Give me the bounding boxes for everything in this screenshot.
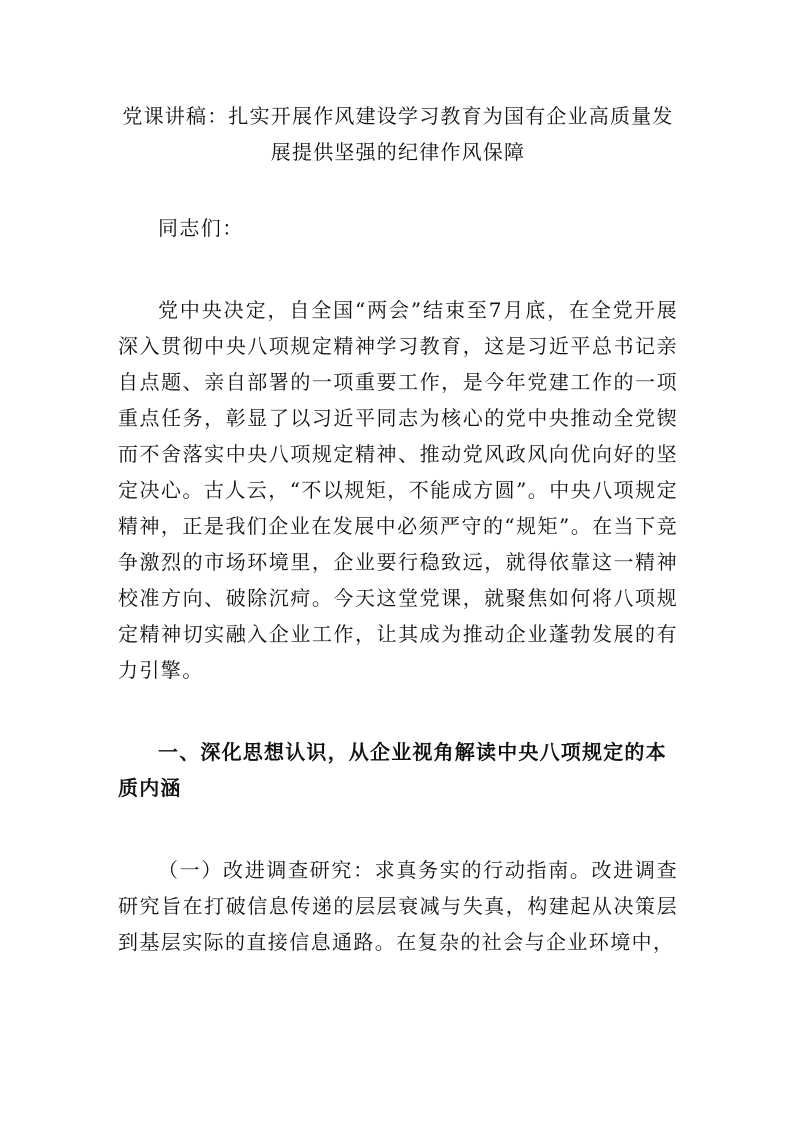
document-title xyxy=(118,98,678,170)
title-line-1: 党课讲稿：扎实开展作风建设学习教育为国有企业高质量发 xyxy=(122,104,674,128)
section-heading-1: 一、深化思想认识，从企业视角解读中央八项规定的本质内涵 xyxy=(118,740,667,800)
document-content xyxy=(118,98,678,960)
subsection-paragraph-1: （一）改进调查研究：求真务实的行动指南。改进调查研究旨在打破信息传递的层层衰减与失真，构建起从决策层到基层实际的直接信息通路。在复杂的社会与企业环境中， xyxy=(118,858,678,954)
intro-paragraph: 党中央决定，自全国“两会”结束至7月底，在全党开展深入贯彻中央八项规定精神学习教育，这是习近平总书记亲自点题、亲自部署的一项重要工作，是今年党建工作的一项重点任务，彰显了以习近平同志为核心的党中央推动全党锲而不舍落实中央八项规定精神、推动党风政风向优向好的坚定决心。古人云，“不以规矩，不能成方圆”。中央八项规定精神，正是我们企业在发展中必须严守的“规矩”。在当下竞争激烈的市场环境里，企业要行稳致远，就得依靠这一精神校准方向、破除沉疴。今天这堂党课，就聚焦如何将八项规定精神切实融入企业工作，让其成为推动企业蓬勃发展的有力引擎。 xyxy=(118,298,678,682)
salutation: 同志们： xyxy=(158,216,244,240)
title-line-2: 展提供坚强的纪律作风保障 xyxy=(270,140,526,164)
